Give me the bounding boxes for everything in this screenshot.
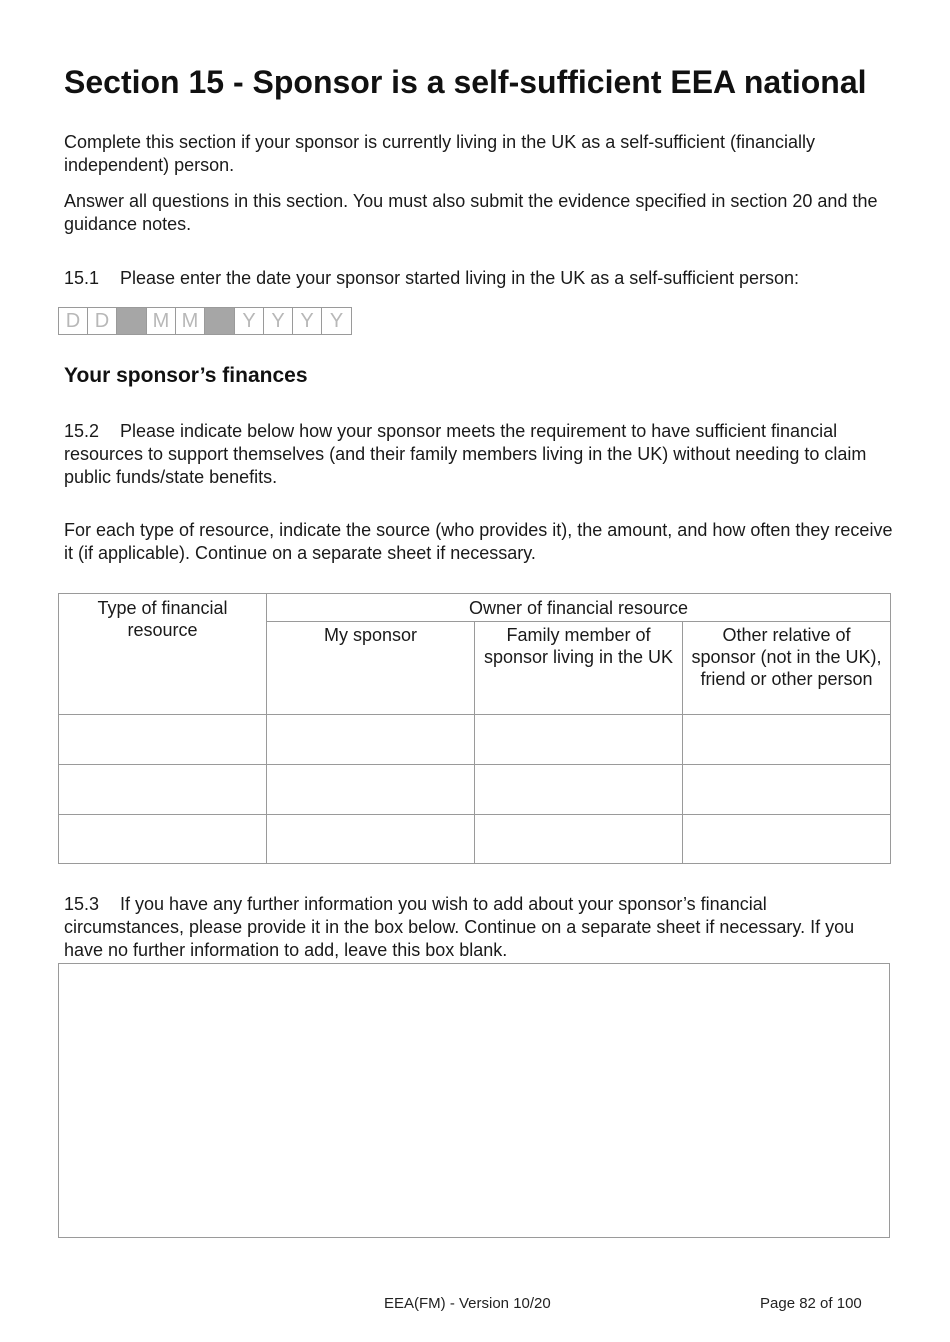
column-header-other-person: Other relative of sponsor (not in the UK), friend or other person <box>683 622 891 715</box>
question-text: Please indicate below how your sponsor meets the requirement to have sufficient financial resources to support themselves (and their family members living in the UK) without needing to claim public funds/state benefits. <box>64 421 867 487</box>
table-cell[interactable] <box>267 715 475 765</box>
question-15-1 <box>64 267 894 290</box>
year-digit-2[interactable]: Y <box>264 308 293 334</box>
question-number: 15.1 <box>64 268 100 288</box>
sponsor-start-date-field[interactable] <box>58 307 352 335</box>
day-digit-1[interactable]: D <box>59 308 88 334</box>
day-digit-2[interactable]: D <box>88 308 117 334</box>
date-separator <box>117 308 147 334</box>
year-digit-1[interactable]: Y <box>235 308 264 334</box>
question-15-3 <box>64 893 886 962</box>
section-title: Section 15 - Sponsor is a self-sufficient EEA national <box>64 64 867 100</box>
year-digit-3[interactable]: Y <box>293 308 322 334</box>
month-digit-2[interactable]: M <box>176 308 205 334</box>
question-15-2-instruction: For each type of resource, indicate the source (who provides it), the amount, and how often they receive it (if applicable). Continue on a separate sheet if necessary. <box>64 520 893 563</box>
table-cell[interactable] <box>683 715 891 765</box>
footer-page-number: Page 82 of 100 <box>760 1295 862 1312</box>
table-cell[interactable] <box>267 765 475 815</box>
question-text: If you have any further information you wish to add about your sponsor’s financial circumstances, please provide it in the box below. Continue on a separate sheet if necessary. If you have no further information to add, leave this box blank. <box>64 894 855 960</box>
column-group-header-owner: Owner of financial resource <box>267 594 891 622</box>
table-cell[interactable] <box>475 715 683 765</box>
table-cell[interactable] <box>59 765 267 815</box>
question-text: Please enter the date your sponsor started living in the UK as a self-sufficient person: <box>120 268 800 288</box>
table-row <box>59 815 891 864</box>
table-row <box>59 715 891 765</box>
table-cell[interactable] <box>59 815 267 864</box>
financial-resources-table <box>58 593 891 864</box>
table-cell[interactable] <box>475 815 683 864</box>
year-digit-4[interactable]: Y <box>329 310 344 332</box>
column-header-type: Type of financial resource <box>59 594 267 715</box>
finances-heading: Your sponsor’s finances <box>64 364 308 387</box>
column-header-family-member: Family member of sponsor living in the UK <box>475 622 683 715</box>
question-15-2 <box>64 420 894 489</box>
date-separator <box>205 308 235 334</box>
column-header-my-sponsor: My sponsor <box>267 622 475 715</box>
month-digit-1[interactable]: M <box>147 308 176 334</box>
table-cell[interactable] <box>683 765 891 815</box>
footer-version: EEA(FM) - Version 10/20 <box>384 1295 551 1312</box>
table-cell[interactable] <box>59 715 267 765</box>
intro-paragraph-1: Complete this section if your sponsor is currently living in the UK as a self-sufficient (financially independent) person. <box>64 132 815 175</box>
question-number: 15.3 <box>64 894 100 914</box>
table-cell[interactable] <box>267 815 475 864</box>
further-information-textbox[interactable] <box>58 963 890 1238</box>
table-cell[interactable] <box>475 765 683 815</box>
table-cell[interactable] <box>683 815 891 864</box>
question-number: 15.2 <box>64 421 100 441</box>
intro-paragraph-2: Answer all questions in this section. You must also submit the evidence specified in section 20 and the guidance notes. <box>64 191 878 234</box>
table-row <box>59 765 891 815</box>
